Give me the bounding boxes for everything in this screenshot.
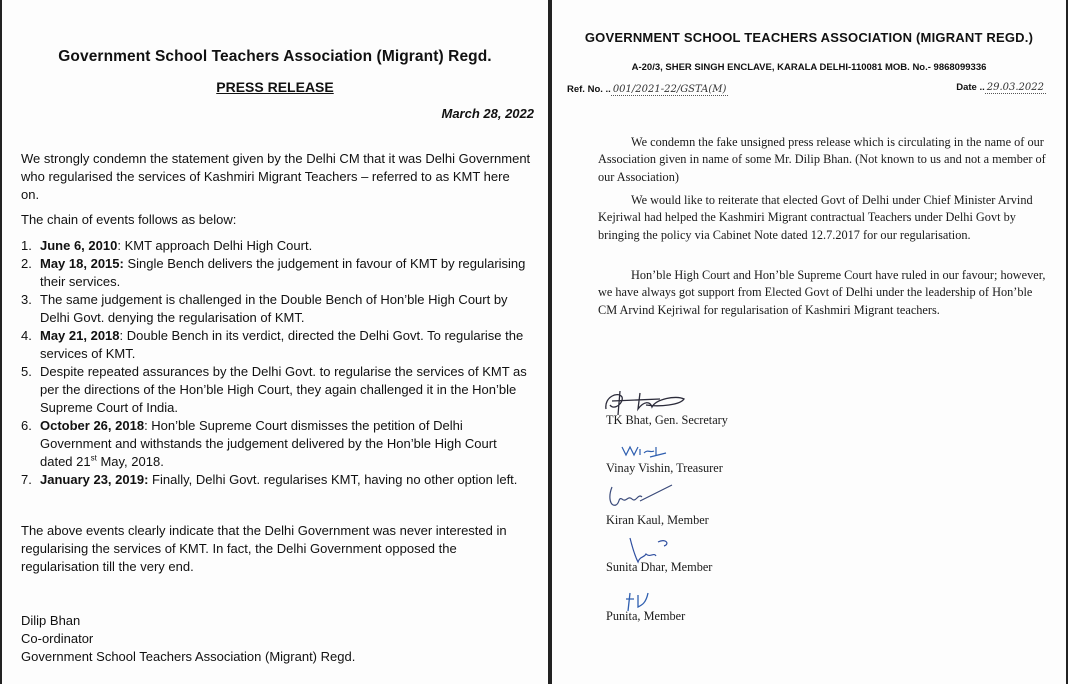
handwritten-signature-icon	[600, 387, 690, 417]
body-paragraph: We condemn the fake unsigned press release which is circulating in the name of our Association given in name of some Mr. Dilip Bhan. (Not known to us and not a member of our Association)	[598, 135, 1046, 184]
event-item: 1. June 6, 2010: KMT approach Delhi High Court.	[21, 238, 313, 253]
event-date: October 26, 2018	[40, 418, 145, 433]
signature-entry	[606, 589, 685, 624]
letterhead-title: GOVERNMENT SCHOOL TEACHERS ASSOCIATION (MIGRANT REGD.)	[584, 30, 1034, 45]
intro-paragraph: We strongly condemn the statement given by the Delhi CM that it was Delhi Government who regularised the services of Kashmiri Migrant Teachers – referred to as KMT here on.	[21, 151, 531, 202]
chain-heading: The chain of events follows as below:	[21, 212, 237, 227]
event-text: Finally, Delhi Govt. regularises KMT, having no other option left.	[152, 472, 518, 487]
letterhead-address: A-20/3, SHER SINGH ENCLAVE, KARALA DELHI-110081 MOB. No.- 9868099336	[631, 62, 987, 73]
signatory-org: Government School Teachers Association (Migrant) Regd.	[21, 649, 356, 664]
event-item: 7. January 23, 2019: Finally, Delhi Govt. regularises KMT, having no other option left.	[21, 472, 518, 487]
handwritten-signature-icon	[620, 443, 670, 459]
document-date: March 28, 2022	[441, 106, 534, 121]
handwritten-signature-icon	[606, 483, 676, 511]
document-title: Government School Teachers Association (Migrant) Regd.	[58, 48, 492, 65]
letterhead-document	[552, 0, 1066, 684]
document-subtitle: PRESS RELEASE	[216, 79, 334, 95]
signatory-name: Sunita Dhar, Member	[606, 560, 713, 574]
event-date: June 6, 2010	[40, 238, 118, 253]
signature-entry	[606, 536, 712, 575]
events-list	[21, 237, 531, 489]
signature-entry	[606, 387, 728, 428]
event-item: 5. Despite repeated assurances by the Delhi Govt. to regularise the services of KMT as per the directions of the Hon’ble High Court, they again challenged it in the Hon’ble Supreme Court of India.	[21, 364, 527, 415]
event-item: 6. October 26, 2018: Hon’ble Supreme Court dismisses the petition of Delhi Government and withstands the judgement delivered by the Hon’ble High Court dated 21st May, 2018.	[21, 418, 497, 469]
event-date: May 18, 2015:	[40, 256, 124, 271]
event-text: Single Bench delivers the judgement in favour of KMT by regularising their services.	[40, 256, 526, 289]
event-text: Double Bench in its verdict, directed the Delhi Govt. To regularise the services of KMT.	[40, 328, 524, 361]
event-text: Hon’ble Supreme Court dismisses the petition of Delhi Government and withstands the judgement delivered by the Hon’ble High Court dated 21	[40, 418, 497, 469]
signature-entry	[606, 483, 709, 528]
event-date: May 21, 2018	[40, 328, 120, 343]
event-item: 2. May 18, 2015: Single Bench delivers the judgement in favour of KMT by regularising their services.	[21, 256, 526, 289]
signatory-role: Co-ordinator	[21, 631, 94, 646]
reference-number: Ref. No. .. 001/2021-22/GSTA(M)	[567, 84, 727, 95]
body-paragraph: Hon’ble High Court and Hon’ble Supreme Court have ruled in our favour; however, we have always got support from Elected Govt of Delhi under the leadership of Hon’ble CM Arvind Kejriwal for regularisation of Kashmiri Migrant teachers.	[598, 268, 1046, 317]
handwritten-signature-icon	[624, 589, 664, 613]
reference-value: 001/2021-22/GSTA(M)	[612, 84, 727, 95]
signature-entry	[606, 443, 723, 476]
event-date: January 23, 2019:	[40, 472, 149, 487]
event-text: KMT approach Delhi High Court.	[124, 238, 313, 253]
event-item: 4. May 21, 2018: Double Bench in its verdict, directed the Delhi Govt. To regularise the services of KMT.	[21, 328, 524, 361]
signatory-name: TK Bhat, Gen. Secretary	[606, 413, 728, 427]
signatory-name: Kiran Kaul, Member	[606, 513, 709, 527]
body-paragraph: We would like to reiterate that elected Govt of Delhi under Chief Minister Arvind Kejriwal had helped the Kashmiri Migrant contractual Teachers under Delhi Govt by bringing the policy via Cabinet Note dated 12.7.2017 for our regularisation.	[598, 193, 1033, 242]
signatory-name: Dilip Bhan	[21, 613, 81, 628]
signatory-name: Punita, Member	[606, 609, 686, 623]
conclusion-paragraph: The above events clearly indicate that the Delhi Government was never interested in regularising the services of KMT. In fact, the Delhi Government opposed the regularisation till the very end.	[21, 523, 507, 574]
event-item: 3. The same judgement is challenged in the Double Bench of Hon’ble High Court by Delhi Govt. denying the regularisation of KMT.	[21, 292, 508, 325]
handwritten-signature-icon	[626, 536, 676, 566]
signatory-block	[21, 612, 355, 666]
event-text: Despite repeated assurances by the Delhi Govt. to regularise the services of KMT as per the directions of the Hon’ble High Court, they again challenged it in the Hon’ble Supreme Court of India.	[40, 364, 527, 415]
date-value: 29.03.2022	[986, 82, 1044, 93]
event-text: The same judgement is challenged in the Double Bench of Hon’ble High Court by Delhi Govt. denying the regularisation of KMT.	[40, 292, 508, 325]
press-release-document	[2, 0, 548, 684]
signatory-name: Vinay Vishin, Treasurer	[606, 461, 723, 475]
letter-date: Date .. 29.03.2022	[956, 82, 1044, 93]
